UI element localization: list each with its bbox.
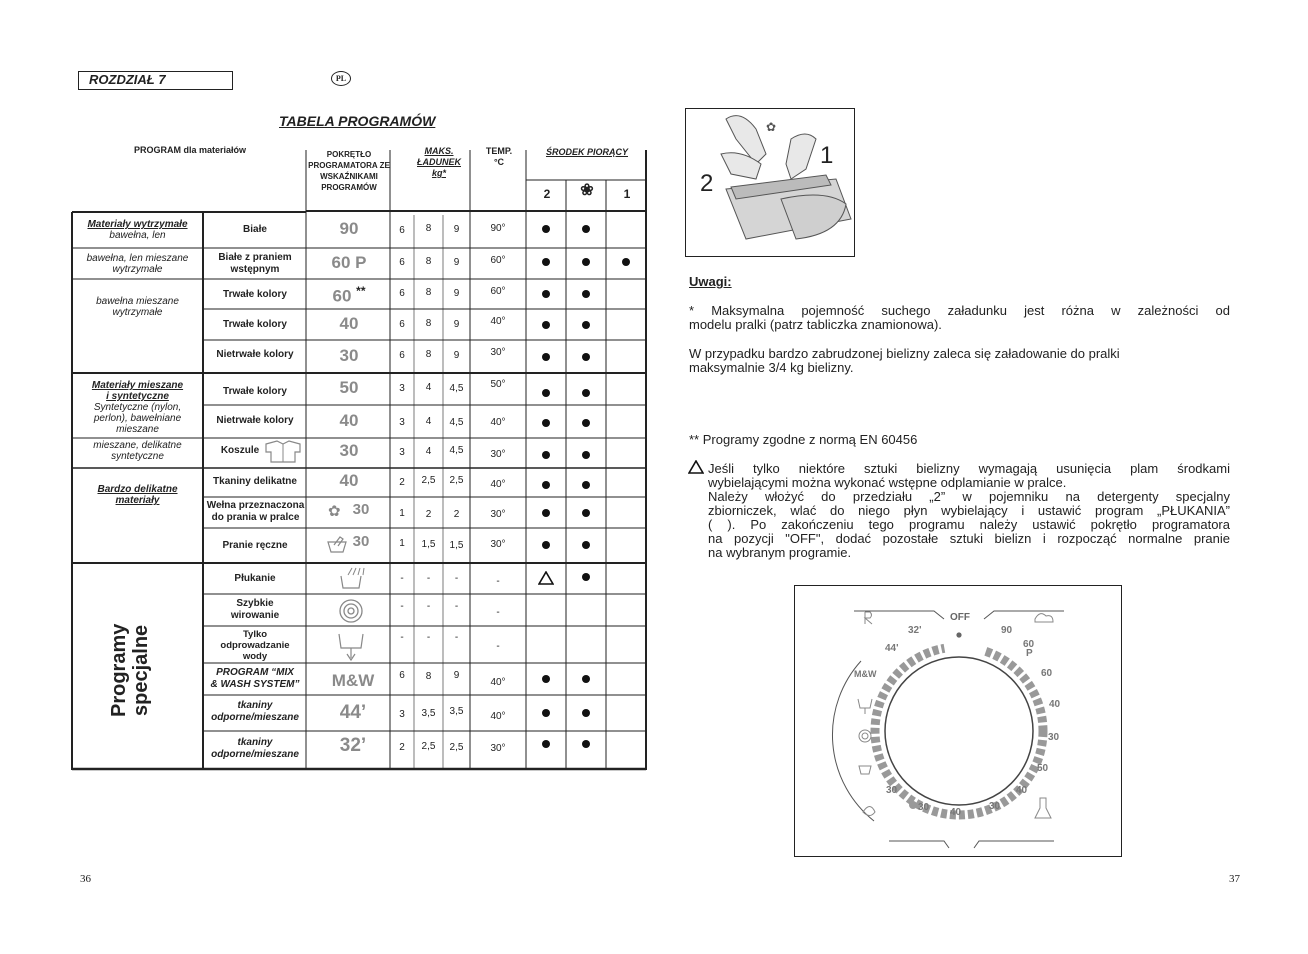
hand-wash-icon — [859, 766, 871, 774]
load-cell: 9 — [453, 224, 460, 235]
hand-wash-icon — [326, 534, 348, 554]
detergent-dot — [542, 258, 550, 266]
load-cell: 4,5 — [449, 383, 464, 394]
header-det-2: 2 — [543, 187, 551, 201]
detergent-dot — [582, 509, 590, 517]
load-cell: - — [426, 573, 431, 584]
detergent-dot — [622, 258, 630, 266]
program-name: Pranie ręczne — [222, 540, 288, 551]
note-bleach: Jeśli tylko niektóre sztuki bielizny wymagają usunięcia plam środkami wybielającymi można wykonać wstępne odplamianie w pralce. Należy włożyć do przedziału „2” w pojemniku na detergenty specjalny zbiorniczek, wlać do niego płyn wybielający i ustawić program „PŁUKANIA” ( ). Po zakończeniu tego programu należy ustawić pokrętło programatora na pozycji "OFF", dodać pozostałe sztuki bielizn i rozpocząć normalne pranie na wybranym programie. — [708, 461, 1230, 560]
load-cell: - — [400, 573, 404, 584]
prewash-icon — [865, 612, 872, 624]
header-temp: TEMP. °C — [485, 146, 513, 167]
detergent-dot — [542, 675, 550, 683]
program-name: Płukanie — [234, 573, 276, 584]
header-detergent: ŚRODEK PIORĄCY — [545, 147, 628, 157]
dial-value: 90 — [339, 219, 359, 238]
temp-cell: 30° — [490, 347, 506, 358]
temp-cell: 60° — [490, 286, 506, 297]
detergent-dot — [582, 740, 590, 748]
wool-icon — [909, 801, 917, 809]
note-standard: ** Programy zgodne z normą EN 60456 — [689, 432, 918, 447]
load-cell: 6 — [399, 670, 405, 681]
load-cell: 1 — [399, 538, 405, 549]
load-cell: 3 — [399, 417, 405, 428]
dial-label: P — [1026, 648, 1033, 659]
load-cell: 4 — [425, 382, 432, 393]
load-cell: - — [400, 601, 404, 612]
load-cell: - — [426, 632, 431, 643]
table-title: TABELA PROGRAMÓW — [279, 113, 436, 129]
dial-label: 30 — [918, 802, 930, 813]
dial-label: 44' — [885, 643, 899, 654]
detergent-dot — [542, 353, 550, 361]
dial-value: 60 P — [331, 253, 367, 272]
dispenser-label-2: 2 — [700, 170, 714, 197]
load-cell: 3 — [399, 447, 405, 458]
dial-value: M&W — [331, 671, 375, 690]
program-name: Białe z praniem wstępnym — [218, 252, 292, 275]
load-cell: 2 — [399, 742, 405, 753]
group-delicate-mixed: mieszane, delikatne syntetyczne — [93, 440, 182, 462]
load-cell: 9 — [453, 319, 460, 330]
load-cell: 3,5 — [449, 706, 464, 717]
detergent-dot — [542, 225, 550, 233]
program-name: Trwałe kolory — [223, 289, 287, 300]
page-number-right: 37 — [1229, 873, 1240, 885]
load-cell: 2 — [399, 477, 405, 488]
detergent-dot — [582, 353, 590, 361]
dial-value: 50 — [339, 378, 359, 397]
spin-icon — [859, 730, 871, 742]
header-det-1: 1 — [623, 187, 631, 201]
group-very-delicate: Bardzo delikatne materiały — [97, 484, 178, 506]
dial-label: 40 — [1016, 785, 1028, 796]
detergent-dot — [582, 419, 590, 427]
load-cell: 1,5 — [449, 540, 464, 551]
load-cell: 4 — [425, 416, 432, 427]
detergent-dot — [542, 389, 550, 397]
load-cell: 6 — [399, 225, 405, 236]
flask-icon — [1035, 798, 1051, 818]
dial-value: 30 — [339, 441, 359, 460]
load-cell: 2,5 — [449, 742, 464, 753]
chapter-label: ROZDZIAŁ 7 — [78, 71, 233, 90]
svg-text:✿: ✿ — [766, 120, 777, 134]
load-cell: 8 — [425, 671, 432, 682]
dial-label: 30 — [1048, 732, 1060, 743]
detergent-dot — [582, 321, 590, 329]
leaf-icon — [863, 807, 875, 816]
dial-value: 60 ** — [332, 284, 366, 306]
shirt-icon — [263, 440, 303, 464]
program-name: Trwałe kolory — [223, 386, 287, 397]
dial-value: 30 — [339, 346, 359, 365]
notes-heading: Uwagi: — [689, 274, 732, 289]
load-cell: 6 — [399, 288, 405, 299]
load-cell: 8 — [425, 287, 432, 298]
load-cell: - — [426, 601, 431, 612]
cloud-icon — [1035, 614, 1053, 622]
temp-cell: - — [496, 641, 500, 652]
language-badge: PL — [331, 71, 351, 86]
program-name: Nietrwałe kolory — [216, 349, 294, 360]
dial-value: 40 — [339, 314, 359, 333]
program-name: tkaniny odporne/mieszane — [211, 737, 299, 760]
detergent-dot — [582, 451, 590, 459]
dial-label: 32' — [908, 625, 922, 636]
load-cell: - — [454, 573, 459, 584]
load-cell: 2 — [453, 509, 460, 520]
detergent-dot — [542, 419, 550, 427]
dial-value: 30 — [352, 501, 370, 518]
load-cell: 8 — [425, 349, 432, 360]
load-cell: 4,5 — [449, 417, 464, 428]
detergent-dot — [582, 573, 590, 581]
program-name: Nietrwałe kolory — [216, 415, 294, 426]
load-cell: 4,5 — [449, 445, 464, 456]
dial-label: 30 — [989, 801, 1001, 812]
program-name: Wełna przeznaczona do prania w pralce — [206, 500, 305, 523]
load-cell: - — [400, 632, 404, 643]
header-program: PROGRAM dla materiałów — [133, 145, 247, 155]
temp-cell: 30° — [490, 449, 506, 460]
spin-icon — [338, 598, 364, 624]
dial-label: M&W — [854, 669, 877, 679]
load-cell: 3 — [399, 383, 405, 394]
temp-cell: 50° — [490, 379, 506, 390]
detergent-dot — [582, 258, 590, 266]
load-cell: 9 — [453, 288, 460, 299]
load-cell: 3,5 — [421, 708, 436, 719]
dial-label: 90 — [1001, 625, 1013, 636]
load-cell: 9 — [453, 257, 460, 268]
dial-value: 40 — [339, 471, 359, 490]
load-cell: 1 — [399, 508, 405, 519]
dispenser-label-1: 1 — [820, 142, 834, 169]
detergent-dot — [542, 541, 550, 549]
dial-label: 50 — [1037, 763, 1049, 774]
dial-label-off: OFF — [950, 612, 970, 623]
temp-cell: 40° — [490, 479, 506, 490]
dial-value: 32’ — [339, 735, 367, 756]
dial-label: 40 — [950, 807, 962, 818]
program-name: PROGRAM “MIX & WASH SYSTEM” — [210, 667, 300, 690]
program-name: Tkaniny delikatne — [213, 476, 297, 487]
load-cell: 2,5 — [421, 475, 436, 486]
program-name: Trwałe kolory — [223, 319, 287, 330]
dial-value: 44’ — [339, 702, 367, 723]
note-heavy-soil: W przypadku bardzo zabrudzonej bielizny zaleca się załadowanie do pralki maksymalnie 3/4 kg bielizny. — [689, 346, 1120, 375]
detergent-dot — [542, 481, 550, 489]
temp-cell: 90° — [490, 223, 506, 234]
temp-cell: 40° — [490, 417, 506, 428]
load-cell: 1,5 — [421, 539, 436, 550]
header-knob: POKRĘTŁO PROGRAMATORA ZE WSKAŹNIKAMI PROGRAMÓW — [308, 150, 390, 192]
header-load: MAKS. ŁADUNEK kg* — [417, 146, 461, 178]
load-cell: 9 — [453, 670, 460, 681]
load-cell: 6 — [399, 319, 405, 330]
page-number-left: 36 — [80, 873, 91, 885]
program-dial-panel — [794, 585, 1122, 857]
load-cell: 8 — [425, 223, 432, 234]
load-cell: - — [454, 601, 459, 612]
detergent-dot — [542, 290, 550, 298]
detergent-dot — [582, 481, 590, 489]
program-name: Tylko odprowadzanie wody — [220, 629, 290, 662]
group-cotton-mixed: bawełna mieszane wytrzymałe — [96, 296, 179, 318]
detergent-dot — [542, 451, 550, 459]
dial-label: 60 — [1023, 639, 1035, 650]
load-cell: 9 — [453, 350, 460, 361]
temp-cell: 30° — [490, 509, 506, 520]
warning-triangle-icon — [688, 460, 704, 474]
dial-value: 40 — [339, 411, 359, 430]
detergent-dot — [582, 675, 590, 683]
program-name: Białe — [243, 224, 267, 235]
detergent-dot — [582, 290, 590, 298]
program-name: tkaniny odporne/mieszane — [211, 700, 299, 723]
warning-triangle-icon — [538, 571, 554, 585]
load-cell: 3 — [399, 709, 405, 720]
temp-cell: 40° — [490, 677, 506, 688]
drain-icon — [336, 630, 366, 662]
load-cell: 6 — [399, 350, 405, 361]
load-cell: 6 — [399, 257, 405, 268]
temp-cell: 30° — [490, 539, 506, 550]
detergent-dot — [542, 321, 550, 329]
detergent-dot — [542, 740, 550, 748]
drain-icon — [858, 699, 872, 714]
detergent-dot — [582, 389, 590, 397]
load-cell: 2 — [425, 509, 432, 520]
wool-icon: ✿ — [328, 503, 341, 520]
program-dial[interactable] — [795, 586, 1121, 856]
load-cell: 8 — [425, 318, 432, 329]
load-cell: 2,5 — [449, 475, 464, 486]
temp-cell: 60° — [490, 255, 506, 266]
load-cell: 4 — [425, 446, 432, 457]
temp-cell: 40° — [490, 316, 506, 327]
note-capacity: * Maksymalna pojemność suchego załadunku jest różna w zależności od modelu pralki (patrz tabliczka znamionowa). — [689, 303, 1230, 332]
rinse-icon — [338, 566, 368, 590]
detergent-dot — [582, 541, 590, 549]
load-cell: - — [454, 632, 459, 643]
detergent-dot — [542, 709, 550, 717]
group-durable: Materiały wytrzymałe bawełna, len — [87, 219, 188, 241]
special-programs-label: Programy specjalne — [108, 623, 152, 717]
load-cell: 8 — [425, 256, 432, 267]
dial-label: 30 — [886, 785, 898, 796]
detergent-dot — [542, 509, 550, 517]
program-name: Szybkie wirowanie — [230, 598, 280, 621]
dial-label: 60 — [1041, 668, 1053, 679]
dial-value: 30 — [352, 533, 370, 550]
temp-cell: 30° — [490, 743, 506, 754]
flower-icon: ❀ — [580, 182, 594, 199]
group-mixed-synthetic: Materiały mieszane i syntetyczne Syntetyczne (nylon, perlon), bawełniane mieszane — [91, 380, 184, 435]
temp-cell: - — [496, 607, 500, 618]
temp-cell: 40° — [490, 711, 506, 722]
temp-cell: - — [496, 576, 500, 587]
detergent-dot — [582, 225, 590, 233]
load-cell: 2,5 — [421, 741, 436, 752]
group-cotton-linen-mixed: bawełna, len mieszane wytrzymałe — [86, 253, 189, 275]
dial-label: 40 — [1049, 699, 1061, 710]
program-name: Koszule — [220, 445, 260, 456]
detergent-dot — [582, 709, 590, 717]
